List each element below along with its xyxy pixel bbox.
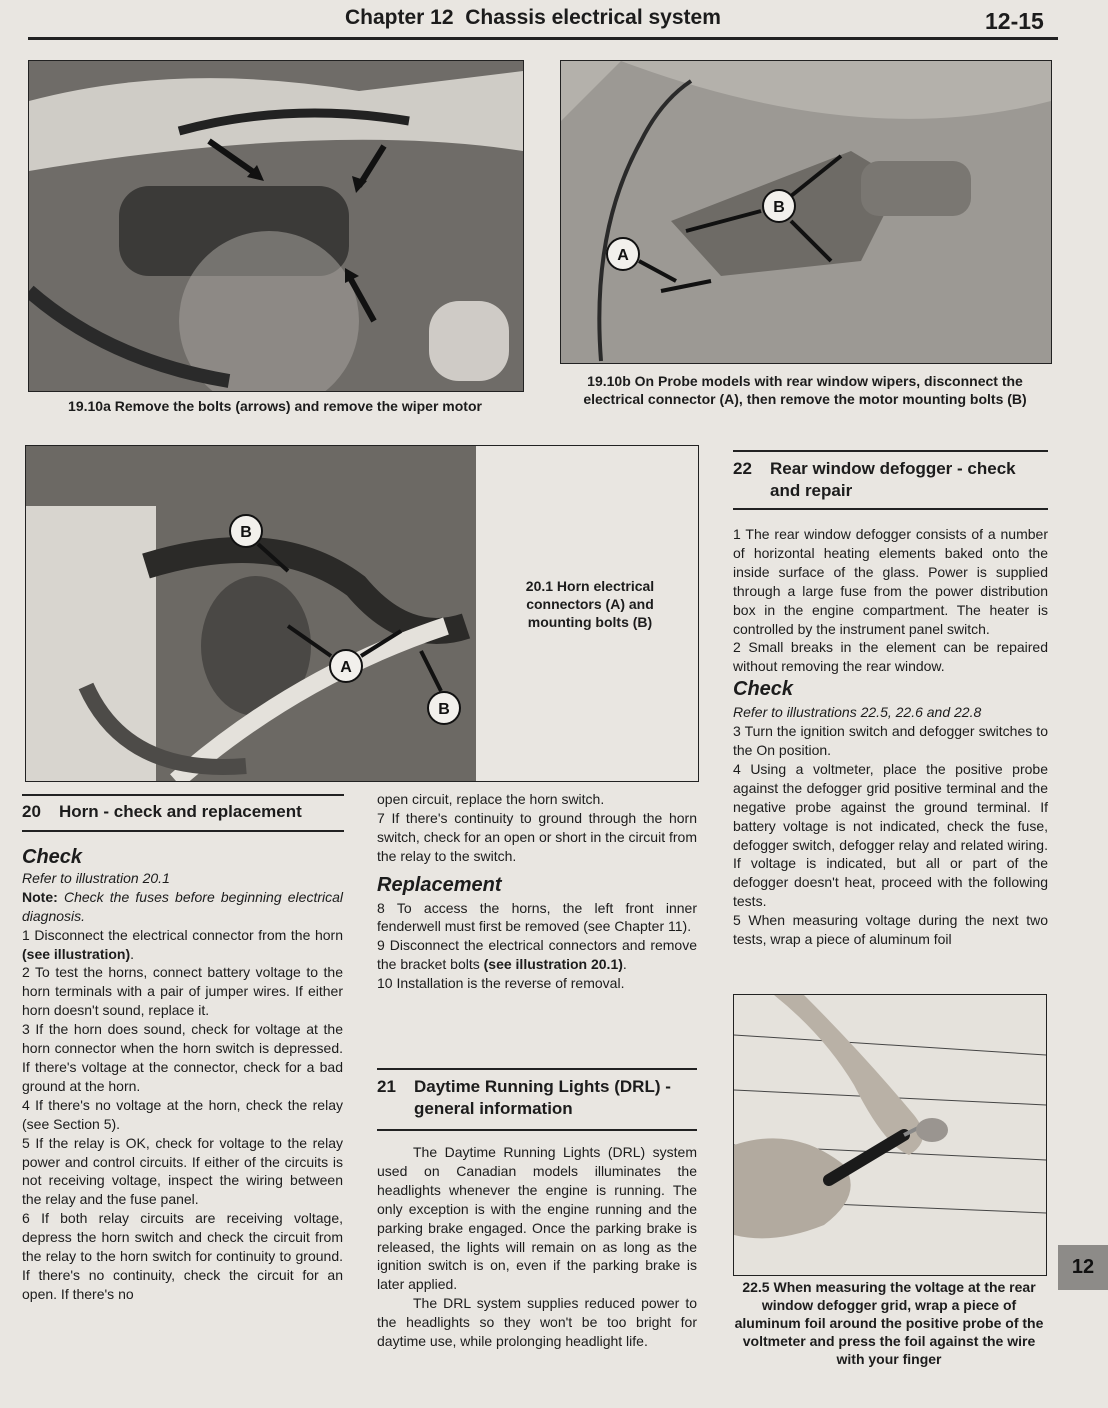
note-text: Check the fuses before beginning electrical diagnosis. [22,888,344,924]
paragraph: 3 If the horn does sound, check for voltage at the horn connector when the horn switch is depressed. If there's voltage at the connector, check for a bad ground at the horn. [22,1021,343,1094]
photo-rear-wiper-motor [560,60,1052,364]
callout-a-label: A [340,659,352,676]
chapter-tab: 12 [1058,1245,1108,1290]
page-number: 12-15 [985,8,1044,34]
subheading-check: Check [22,846,83,868]
section-rule [377,1068,697,1070]
note [22,888,343,926]
figure-caption: 19.10b On Probe models with rear window wipers, disconnect the electrical connector (A), then remove the motor mounting bolts (B) [583,373,1027,407]
figure-caption: 22.5 When measuring the voltage at the rear window defogger grid, wrap a piece of aluminum foil around the positive probe of the voltmeter and press the foil against the wire with your finger [734,1279,1044,1367]
illustration-link: (see illustration) [22,945,131,962]
section-title: Daytime Running Lights (DRL) - general information [414,1077,671,1118]
section-rule [377,1129,697,1131]
paragraph: 2 To test the horns, connect battery voltage to the horn terminals with a pair of jumper wires. If either horn doesn't sound, replace it. [22,964,343,1019]
callout-b-label: B [773,199,785,216]
paragraph-text: 9 Disconnect the electrical connectors and remove the bracket bolts [377,937,697,973]
section-heading-22 [733,458,1048,502]
section-rule [733,450,1048,452]
paragraph: 5 If the relay is OK, check for voltage to the relay power and control circuits. If either of the circuits is not receiving voltage, inspect the wiring between the relay and the fuse panel. [22,1134,343,1208]
figure-caption: 20.1 Horn electrical connectors (A) and mounting bolts (B) [525,578,655,630]
paragraph-text: . [622,956,627,973]
section-number: 21 [377,1077,396,1096]
photo-wiper-motor [28,60,524,392]
paragraph: 7 If there's continuity to ground through the horn switch, check for an open or short in the circuit from the relay to the switch. [377,809,697,864]
paragraph: 1 The rear window defogger consists of a number of horizontal heating elements baked onto the inside surface of the glass. Power is supplied through a large fuse from the power distribution box in the engine compartment. The heater is controlled by the instrument panel switch. [733,526,1048,637]
illustration-reference: Refer to illustrations 22.5, 22.6 and 22.8 [733,704,982,721]
figure-caption: 19.10a Remove the bolts (arrows) and remove the wiper motor [68,398,482,414]
subheading-check: Check [733,678,794,701]
section-number: 22 [733,459,752,478]
chapter-label: Chapter 12 [345,6,454,29]
section-rule [22,830,344,832]
section21-text [377,1143,697,1351]
paragraph: 10 Installation is the reverse of removal. [377,975,625,992]
section20-text-continued [377,790,697,993]
section-number: 20 [22,802,41,821]
paragraph [377,936,697,974]
paragraph: 2 Small breaks in the element can be repaired without removing the rear window. [733,639,1048,675]
section-title: Rear window defogger - check and repair [770,459,1016,500]
paragraph: 5 When measuring voltage during the next two tests, wrap a piece of aluminum foil [733,912,1048,948]
section20-text [22,848,343,1304]
illustration-link: (see illustration 20.1) [483,956,623,973]
subheading-replacement: Replacement [377,873,502,896]
chapter-title: Chassis electrical system [465,6,721,29]
paragraph [22,926,343,964]
section-heading-21 [377,1076,697,1120]
section-rule [733,508,1048,510]
paragraph-text: 1 Disconnect the electrical connector from the horn [22,926,343,943]
paragraph: 4 If there's no voltage at the horn, check the relay (see Section 5). [22,1096,343,1132]
section-rule [22,794,344,796]
page-header-title [345,6,721,30]
paragraph: open circuit, replace the horn switch. [377,791,605,807]
note-label: Note: [22,888,58,905]
paragraph: 3 Turn the ignition switch and defogger switches to the On position. [733,723,1048,758]
section22-text-top [733,525,1048,949]
callout-b1-label: B [240,524,252,541]
callout-a-label: A [617,247,629,264]
section-title: Horn - check and replacement [59,802,302,821]
paragraph: The Daytime Running Lights (DRL) system used on Canadian models illuminates the headlights whenever the engine is running. The only exception is with the engine running and the parking brake engaged. Once the parking brake is released, the lights will remain on as long as the ignition switch is on, even if the parking brake is later applied. [377,1144,697,1293]
paragraph: 4 Using a voltmeter, place the positive probe against the defogger grid positive terminal and the negative probe against the ground terminal. If battery voltage is not indicated, check the fuse, defogger switch, defogger relay and related wiring. If voltage is indicated, but all or part of the defogger doesn't heat, proceed with the following tests. [733,760,1048,910]
paragraph: 8 To access the horns, the left front inner fenderwell must first be removed (see Chapter 11). [377,899,697,935]
illustration-reference: Refer to illustration 20.1 [22,869,170,886]
callout-b2-label: B [438,701,450,718]
photo-defogger-probe [733,994,1047,1276]
paragraph: The DRL system supplies reduced power to the headlights so they won't be too bright for daytime use, while prolonging headlight life. [377,1295,697,1350]
section-heading-20 [22,801,344,823]
paragraph-text: . [130,945,135,962]
paragraph: 6 If both relay circuits are receiving voltage, depress the horn switch and check the circuit from the relay to the horn switch for continuity to ground. If there's no continuity, check the circuit for an open. If there's no [22,1210,343,1302]
header-rule [28,37,1058,40]
